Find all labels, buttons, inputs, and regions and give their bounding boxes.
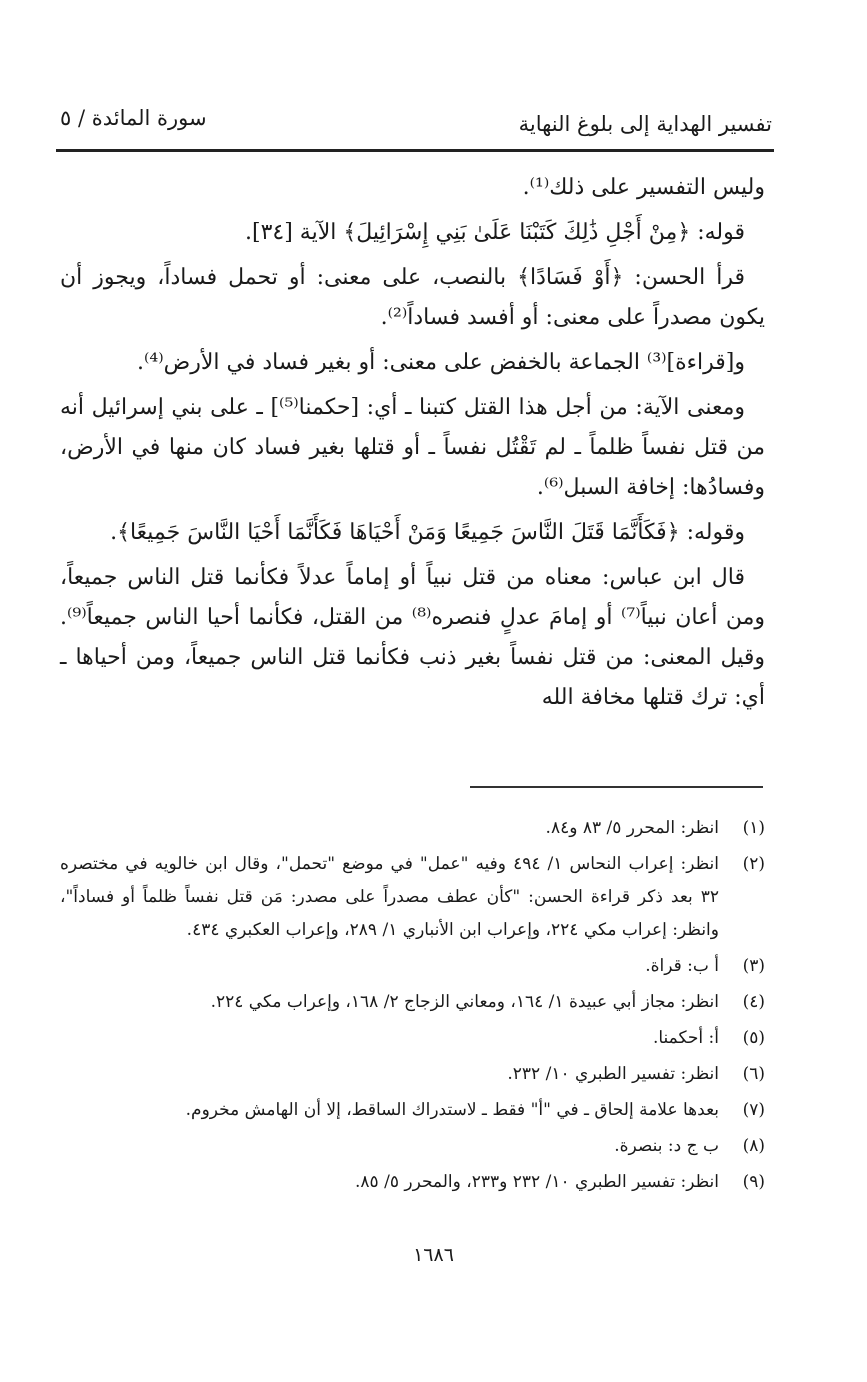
footnote (60, 812, 765, 845)
paragraph: قرأ الحسن: ﴿أَوْ فَسَادًا﴾ بالنصب، على معنى: أو تحمل فساداً، ويجوز أن يكون مصدراً على معنى: أو أفسد فساداً⁽²⁾. (60, 265, 765, 330)
footnote (60, 1166, 765, 1199)
footnote (60, 1022, 765, 1055)
footnote-number: (٧) (742, 1100, 765, 1120)
footnote-text: ب ج د: بنصرة. (614, 1136, 719, 1156)
paragraph: وقوله: ﴿فَكَأَنَّمَا قَتَلَ النَّاسَ جَمِيعًا وَمَنْ أَحْيَاهَا فَكَأَنَّمَا أَحْيَا النَّاسَ جَمِيعًا﴾. (110, 520, 745, 545)
footnote-number: (٦) (742, 1064, 765, 1084)
footnote-number: (١) (742, 818, 765, 838)
footnote (60, 1130, 765, 1163)
paragraph: ومعنى الآية: من أجل هذا القتل كتبنا ـ أي: [حكمنا⁽⁵⁾] ـ على بني إسرائيل أنه من قتل نفساً ظلماً ـ لم تَقْتُل نفساً ـ أو قتلها بغير فساد كان منها في الأرض، وفسادُها: إخافة السبل⁽⁶⁾. (60, 395, 765, 500)
footnote-text: انظر: تفسير الطبري ١٠/ ٢٣٢. (507, 1064, 719, 1084)
paragraph: و[قراءة]⁽³⁾ الجماعة بالخفض على معنى: أو بغير فساد في الأرض⁽⁴⁾. (137, 350, 745, 375)
header-rule (56, 149, 774, 152)
running-header-title: تفسير الهداية إلى بلوغ النهاية (518, 112, 772, 136)
footnote-text: انظر: إعراب النحاس ١/ ٤٩٤ وفيه "عمل" في موضع "تحمل"، وقال ابن خالويه في مختصره ٣٢ بعد ذكر قراءة الحسن: "كأن عطف مصدراً على مصدر: مَن قتل نفساً ظلماً أو فساداً"، وانظر: إعراب مكي ٢٢٤، وإعراب ابن الأنباري ١/ ٢٨٩، وإعراب العكبري ٤٣٤. (60, 854, 719, 940)
footnote-number: (٨) (742, 1136, 765, 1156)
paragraph: قوله: ﴿مِنْ أَجْلِ ذَٰلِكَ كَتَبْنَا عَلَىٰ بَنِي إِسْرَائِيلَ﴾ الآية [٣٤]. (245, 220, 745, 245)
footnote-text: انظر: تفسير الطبري ١٠/ ٢٣٢ و٢٣٣، والمحرر ٥/ ٨٥. (355, 1172, 719, 1192)
footnote-text: بعدها علامة إلحاق ـ في "أ" فقط ـ لاستدراك الساقط، إلا أن الهامش مخروم. (185, 1100, 719, 1120)
footnote-number: (٤) (742, 992, 765, 1012)
footnote (60, 950, 765, 983)
page-number: ١٦٨٦ (413, 1244, 454, 1266)
footnote-number: (٩) (742, 1172, 765, 1192)
footnote-text: أ ب: قراة. (645, 956, 719, 976)
footnote-text: أ: أحكمنا. (652, 1028, 719, 1048)
main-text (60, 168, 765, 723)
paragraph: قال ابن عباس: معناه من قتل نبياً أو إماماً عدلاً فكأنما قتل الناس جميعاً، ومن أعان نبياً⁽⁷⁾ أو إمامَ عدلٍ فنصره⁽⁸⁾ من القتل، فكأنما أحيا الناس جميعاً⁽⁹⁾. وقيل المعنى: من قتل نفساً بغير ذنب فكأنما قتل الناس جميعاً، ومن أحياها ـ أي: ترك قتلها مخافة الله (60, 565, 766, 710)
footnote-text: انظر: مجاز أبي عبيدة ١/ ١٦٤، ومعاني الزجاج ٢/ ١٦٨، وإعراب مكي ٢٢٤. (210, 992, 719, 1012)
footnote (60, 986, 765, 1019)
footnote (60, 848, 765, 947)
footnote-separator (470, 786, 763, 788)
footnote (60, 1058, 765, 1091)
footnote-number: (٥) (742, 1028, 765, 1048)
footnote-number: (٢) (742, 854, 765, 874)
footnote-text: انظر: المحرر ٥/ ٨٣ و٨٤. (545, 818, 719, 838)
paragraph: وليس التفسير على ذلك⁽¹⁾. (522, 175, 765, 200)
footnote-number: (٣) (742, 956, 765, 976)
running-header-surah: سورة المائدة / ٥ (60, 106, 207, 130)
footnote (60, 1094, 765, 1127)
footnotes (60, 812, 765, 1202)
